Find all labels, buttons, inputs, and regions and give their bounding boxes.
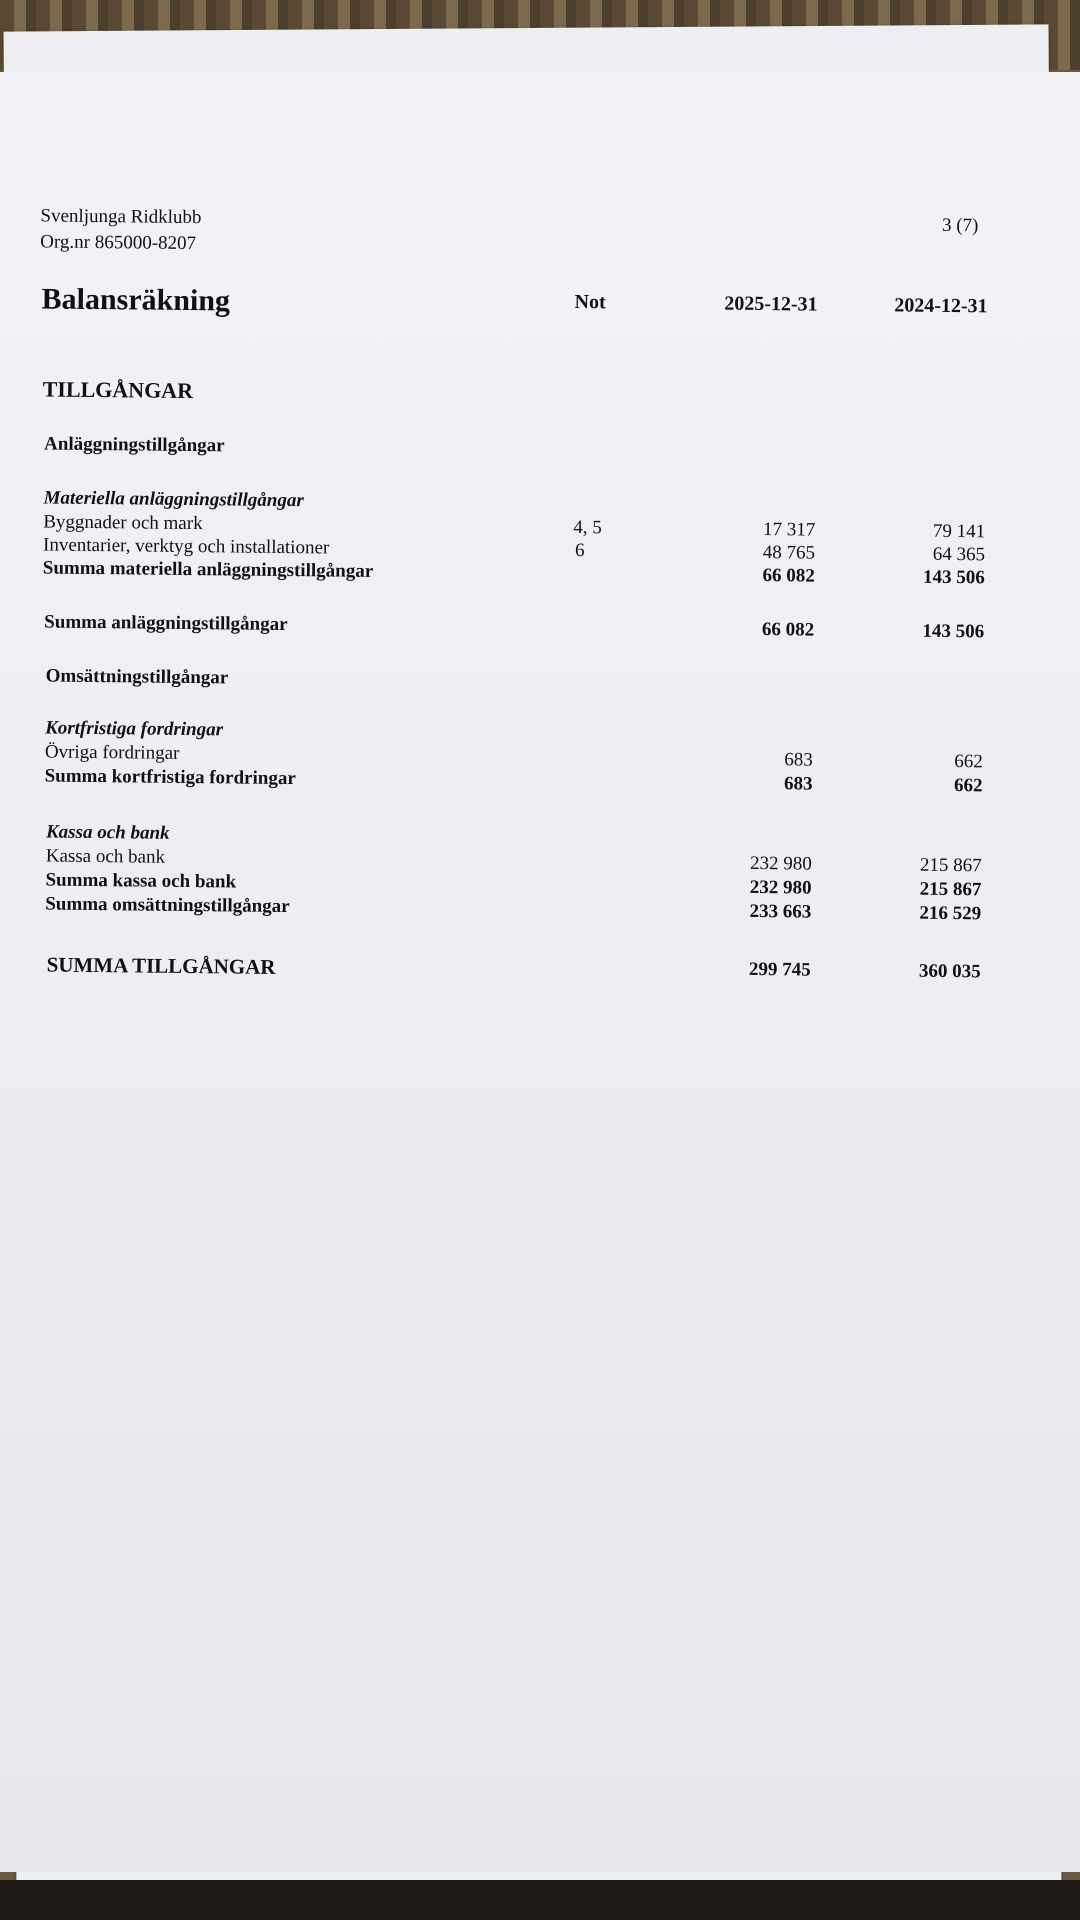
row-label-equipment: Inventarier, verktyg och installationer: [42, 534, 330, 559]
column-header-previous-year: 2024-12-31: [894, 294, 988, 318]
row-previous-sum-tangible: 143 506: [922, 566, 985, 589]
row-label-sum-current-assets: Summa omsättningstillgångar: [45, 893, 290, 918]
row-label-total-assets: SUMMA TILLGÅNGAR: [46, 952, 276, 979]
background-bottom: [0, 1880, 1080, 1920]
row-label-sum-cash: Summa kassa och bank: [45, 869, 237, 893]
page-indicator: 3 (7): [941, 214, 979, 237]
assets-heading: TILLGÅNGAR: [42, 376, 194, 404]
row-current-sum-cash: 232 980: [749, 876, 812, 899]
column-header-current-year: 2025-12-31: [724, 292, 818, 316]
row-current-total-assets: 299 745: [748, 958, 811, 981]
tangible-assets-heading: Materiella anläggningstillgångar: [43, 487, 304, 512]
row-current-sum-receivables: 683: [783, 773, 813, 795]
row-label-sum-receivables: Summa kortfristiga fordringar: [44, 765, 296, 790]
receivables-heading: Kortfristiga fordringar: [45, 717, 224, 741]
row-current-sum-tangible: 66 082: [762, 565, 815, 587]
column-header-note: Not: [574, 291, 606, 314]
row-current-cash: 232 980: [749, 852, 812, 875]
row-previous-sum-current-assets: 216 529: [919, 902, 982, 925]
cash-heading: Kassa och bank: [45, 821, 170, 844]
row-previous-sum-cash: 215 867: [919, 878, 982, 901]
current-assets-heading: Omsättningstillgångar: [45, 665, 229, 689]
document-page: [0, 72, 1080, 1872]
row-label-sum-fixed: Summa anläggningstillgångar: [44, 611, 288, 636]
document-content: [0, 72, 1080, 1883]
row-previous-sum-receivables: 662: [953, 775, 983, 797]
row-label-other-receivables: Övriga fordringar: [44, 741, 180, 764]
row-label-cash: Kassa och bank: [45, 845, 166, 868]
row-previous-other-receivables: 662: [954, 751, 983, 773]
row-previous-sum-fixed: 143 506: [922, 620, 985, 643]
org-number: Org.nr 865000-8207: [40, 231, 197, 255]
row-note-equipment: 6: [574, 540, 585, 562]
row-current-sum-fixed: 66 082: [761, 619, 815, 641]
row-previous-buildings: 79 141: [932, 520, 986, 543]
row-label-sum-tangible: Summa materiella anläggningstillgångar: [42, 557, 374, 582]
fixed-assets-heading: Anläggningstillgångar: [43, 433, 225, 457]
row-previous-cash: 215 867: [919, 854, 982, 877]
row-current-other-receivables: 683: [784, 749, 813, 771]
report-title: Balansräkning: [41, 282, 231, 318]
row-current-sum-current-assets: 233 663: [749, 900, 812, 923]
row-previous-total-assets: 360 035: [918, 960, 981, 983]
row-previous-equipment: 64 365: [932, 543, 986, 566]
organization-name: Svenljunga Ridklubb: [40, 205, 202, 229]
row-current-buildings: 17 317: [762, 519, 816, 541]
row-current-equipment: 48 765: [762, 542, 816, 564]
row-note-buildings: 4, 5: [573, 517, 602, 539]
row-label-buildings: Byggnader och mark: [43, 511, 203, 535]
